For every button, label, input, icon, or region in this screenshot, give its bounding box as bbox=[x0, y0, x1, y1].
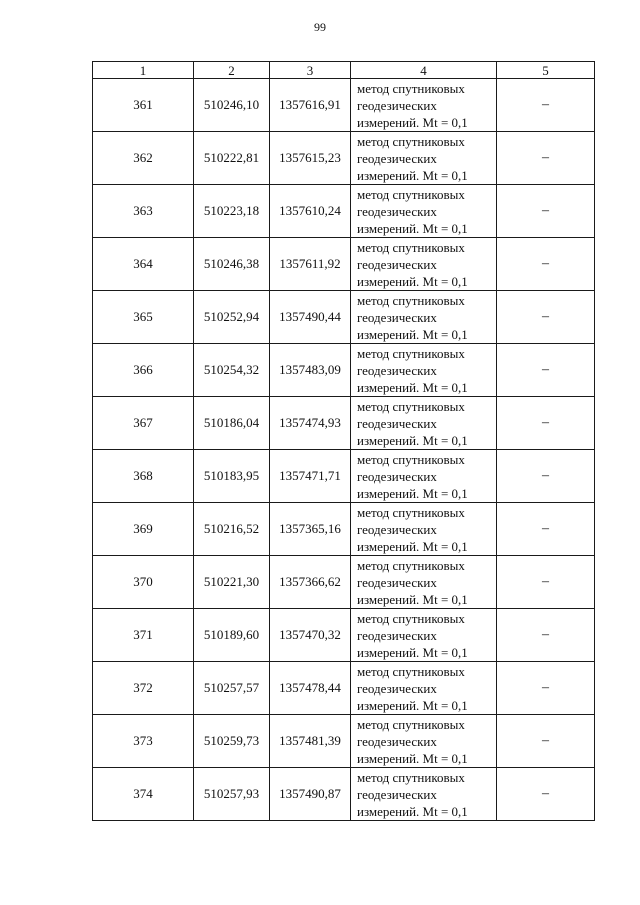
method-line: измерений. Mt = 0,1 bbox=[357, 326, 468, 342]
column-5-cell: – bbox=[497, 79, 595, 132]
column-5-cell: – bbox=[497, 556, 595, 609]
method-line: метод спутниковых bbox=[357, 769, 465, 785]
y-coordinate-cell: 1357471,71 bbox=[270, 450, 351, 503]
method-line: геодезических bbox=[357, 680, 437, 696]
method-line: метод спутниковых bbox=[357, 557, 465, 573]
method-line: метод спутниковых bbox=[357, 186, 465, 202]
method-line: геодезических bbox=[357, 256, 437, 272]
table-row bbox=[93, 397, 595, 450]
method-line: метод спутниковых bbox=[357, 663, 465, 679]
y-coordinate-cell: 1357483,09 bbox=[270, 344, 351, 397]
method-cell bbox=[351, 291, 497, 344]
point-number-cell: 361 bbox=[93, 79, 194, 132]
method-cell bbox=[351, 662, 497, 715]
method-cell bbox=[351, 503, 497, 556]
method-line: измерений. Mt = 0,1 bbox=[357, 273, 468, 289]
x-coordinate-cell: 510252,94 bbox=[194, 291, 270, 344]
method-cell bbox=[351, 609, 497, 662]
point-number-cell: 363 bbox=[93, 185, 194, 238]
method-line: измерений. Mt = 0,1 bbox=[357, 803, 468, 819]
method-line: геодезических bbox=[357, 415, 437, 431]
x-coordinate-cell: 510254,32 bbox=[194, 344, 270, 397]
table-header-row bbox=[93, 62, 595, 79]
y-coordinate-cell: 1357478,44 bbox=[270, 662, 351, 715]
method-cell bbox=[351, 238, 497, 291]
method-line: геодезических bbox=[357, 786, 437, 802]
page-number: 99 bbox=[314, 20, 326, 34]
method-line: измерений. Mt = 0,1 bbox=[357, 379, 468, 395]
method-line: метод спутниковых bbox=[357, 610, 465, 626]
y-coordinate-cell: 1357481,39 bbox=[270, 715, 351, 768]
x-coordinate-cell: 510257,57 bbox=[194, 662, 270, 715]
method-line: геодезических bbox=[357, 468, 437, 484]
x-coordinate-cell: 510223,18 bbox=[194, 185, 270, 238]
x-coordinate-cell: 510257,93 bbox=[194, 768, 270, 821]
method-cell bbox=[351, 397, 497, 450]
method-line: измерений. Mt = 0,1 bbox=[357, 167, 468, 183]
column-5-cell: – bbox=[497, 132, 595, 185]
method-line: метод спутниковых bbox=[357, 716, 465, 732]
column-5-cell: – bbox=[497, 185, 595, 238]
method-line: измерений. Mt = 0,1 bbox=[357, 538, 468, 554]
x-coordinate-cell: 510246,38 bbox=[194, 238, 270, 291]
table-row bbox=[93, 238, 595, 291]
y-coordinate-cell: 1357490,87 bbox=[270, 768, 351, 821]
table-row bbox=[93, 503, 595, 556]
header-cell-1: 1 bbox=[93, 62, 194, 79]
method-line: измерений. Mt = 0,1 bbox=[357, 697, 468, 713]
point-number-cell: 368 bbox=[93, 450, 194, 503]
y-coordinate-cell: 1357474,93 bbox=[270, 397, 351, 450]
method-line: геодезических bbox=[357, 362, 437, 378]
method-line: измерений. Mt = 0,1 bbox=[357, 432, 468, 448]
point-number-cell: 366 bbox=[93, 344, 194, 397]
table-row bbox=[93, 132, 595, 185]
x-coordinate-cell: 510222,81 bbox=[194, 132, 270, 185]
method-cell bbox=[351, 132, 497, 185]
column-5-cell: – bbox=[497, 662, 595, 715]
method-line: геодезических bbox=[357, 203, 437, 219]
method-cell bbox=[351, 344, 497, 397]
y-coordinate-cell: 1357611,92 bbox=[270, 238, 351, 291]
y-coordinate-cell: 1357610,24 bbox=[270, 185, 351, 238]
table-body bbox=[93, 79, 595, 821]
x-coordinate-cell: 510216,52 bbox=[194, 503, 270, 556]
method-line: геодезических bbox=[357, 309, 437, 325]
method-line: геодезических bbox=[357, 150, 437, 166]
column-5-cell: – bbox=[497, 397, 595, 450]
y-coordinate-cell: 1357490,44 bbox=[270, 291, 351, 344]
coordinates-table bbox=[92, 61, 595, 821]
table-row bbox=[93, 662, 595, 715]
method-line: измерений. Mt = 0,1 bbox=[357, 114, 468, 130]
header-cell-2: 2 bbox=[194, 62, 270, 79]
table-row bbox=[93, 291, 595, 344]
header-cell-4: 4 bbox=[351, 62, 497, 79]
y-coordinate-cell: 1357615,23 bbox=[270, 132, 351, 185]
method-line: метод спутниковых bbox=[357, 504, 465, 520]
method-line: измерений. Mt = 0,1 bbox=[357, 485, 468, 501]
x-coordinate-cell: 510221,30 bbox=[194, 556, 270, 609]
method-cell bbox=[351, 185, 497, 238]
header-cell-3: 3 bbox=[270, 62, 351, 79]
point-number-cell: 373 bbox=[93, 715, 194, 768]
method-line: геодезических bbox=[357, 733, 437, 749]
point-number-cell: 365 bbox=[93, 291, 194, 344]
x-coordinate-cell: 510183,95 bbox=[194, 450, 270, 503]
table-row bbox=[93, 768, 595, 821]
method-line: метод спутниковых bbox=[357, 80, 465, 96]
y-coordinate-cell: 1357470,32 bbox=[270, 609, 351, 662]
column-5-cell: – bbox=[497, 344, 595, 397]
method-cell bbox=[351, 768, 497, 821]
column-5-cell: – bbox=[497, 768, 595, 821]
method-line: метод спутниковых bbox=[357, 292, 465, 308]
point-number-cell: 369 bbox=[93, 503, 194, 556]
point-number-cell: 371 bbox=[93, 609, 194, 662]
column-5-cell: – bbox=[497, 450, 595, 503]
table-row bbox=[93, 79, 595, 132]
method-line: геодезических bbox=[357, 97, 437, 113]
table-row bbox=[93, 344, 595, 397]
table-row bbox=[93, 556, 595, 609]
method-line: метод спутниковых bbox=[357, 451, 465, 467]
header-cell-5: 5 bbox=[497, 62, 595, 79]
method-line: геодезических bbox=[357, 627, 437, 643]
x-coordinate-cell: 510246,10 bbox=[194, 79, 270, 132]
table-row bbox=[93, 609, 595, 662]
method-line: метод спутниковых bbox=[357, 345, 465, 361]
method-line: геодезических bbox=[357, 521, 437, 537]
table-row bbox=[93, 185, 595, 238]
method-cell bbox=[351, 556, 497, 609]
x-coordinate-cell: 510189,60 bbox=[194, 609, 270, 662]
column-5-cell: – bbox=[497, 715, 595, 768]
column-5-cell: – bbox=[497, 238, 595, 291]
method-line: измерений. Mt = 0,1 bbox=[357, 750, 468, 766]
column-5-cell: – bbox=[497, 609, 595, 662]
table-row bbox=[93, 715, 595, 768]
method-cell bbox=[351, 715, 497, 768]
point-number-cell: 367 bbox=[93, 397, 194, 450]
method-cell bbox=[351, 450, 497, 503]
x-coordinate-cell: 510186,04 bbox=[194, 397, 270, 450]
column-5-cell: – bbox=[497, 291, 595, 344]
point-number-cell: 372 bbox=[93, 662, 194, 715]
point-number-cell: 370 bbox=[93, 556, 194, 609]
method-line: метод спутниковых bbox=[357, 239, 465, 255]
y-coordinate-cell: 1357366,62 bbox=[270, 556, 351, 609]
x-coordinate-cell: 510259,73 bbox=[194, 715, 270, 768]
method-line: геодезических bbox=[357, 574, 437, 590]
y-coordinate-cell: 1357616,91 bbox=[270, 79, 351, 132]
column-5-cell: – bbox=[497, 503, 595, 556]
method-line: метод спутниковых bbox=[357, 133, 465, 149]
method-line: метод спутниковых bbox=[357, 398, 465, 414]
method-line: измерений. Mt = 0,1 bbox=[357, 220, 468, 236]
point-number-cell: 362 bbox=[93, 132, 194, 185]
method-cell bbox=[351, 79, 497, 132]
point-number-cell: 374 bbox=[93, 768, 194, 821]
y-coordinate-cell: 1357365,16 bbox=[270, 503, 351, 556]
table-row bbox=[93, 450, 595, 503]
point-number-cell: 364 bbox=[93, 238, 194, 291]
method-line: измерений. Mt = 0,1 bbox=[357, 591, 468, 607]
method-line: измерений. Mt = 0,1 bbox=[357, 644, 468, 660]
